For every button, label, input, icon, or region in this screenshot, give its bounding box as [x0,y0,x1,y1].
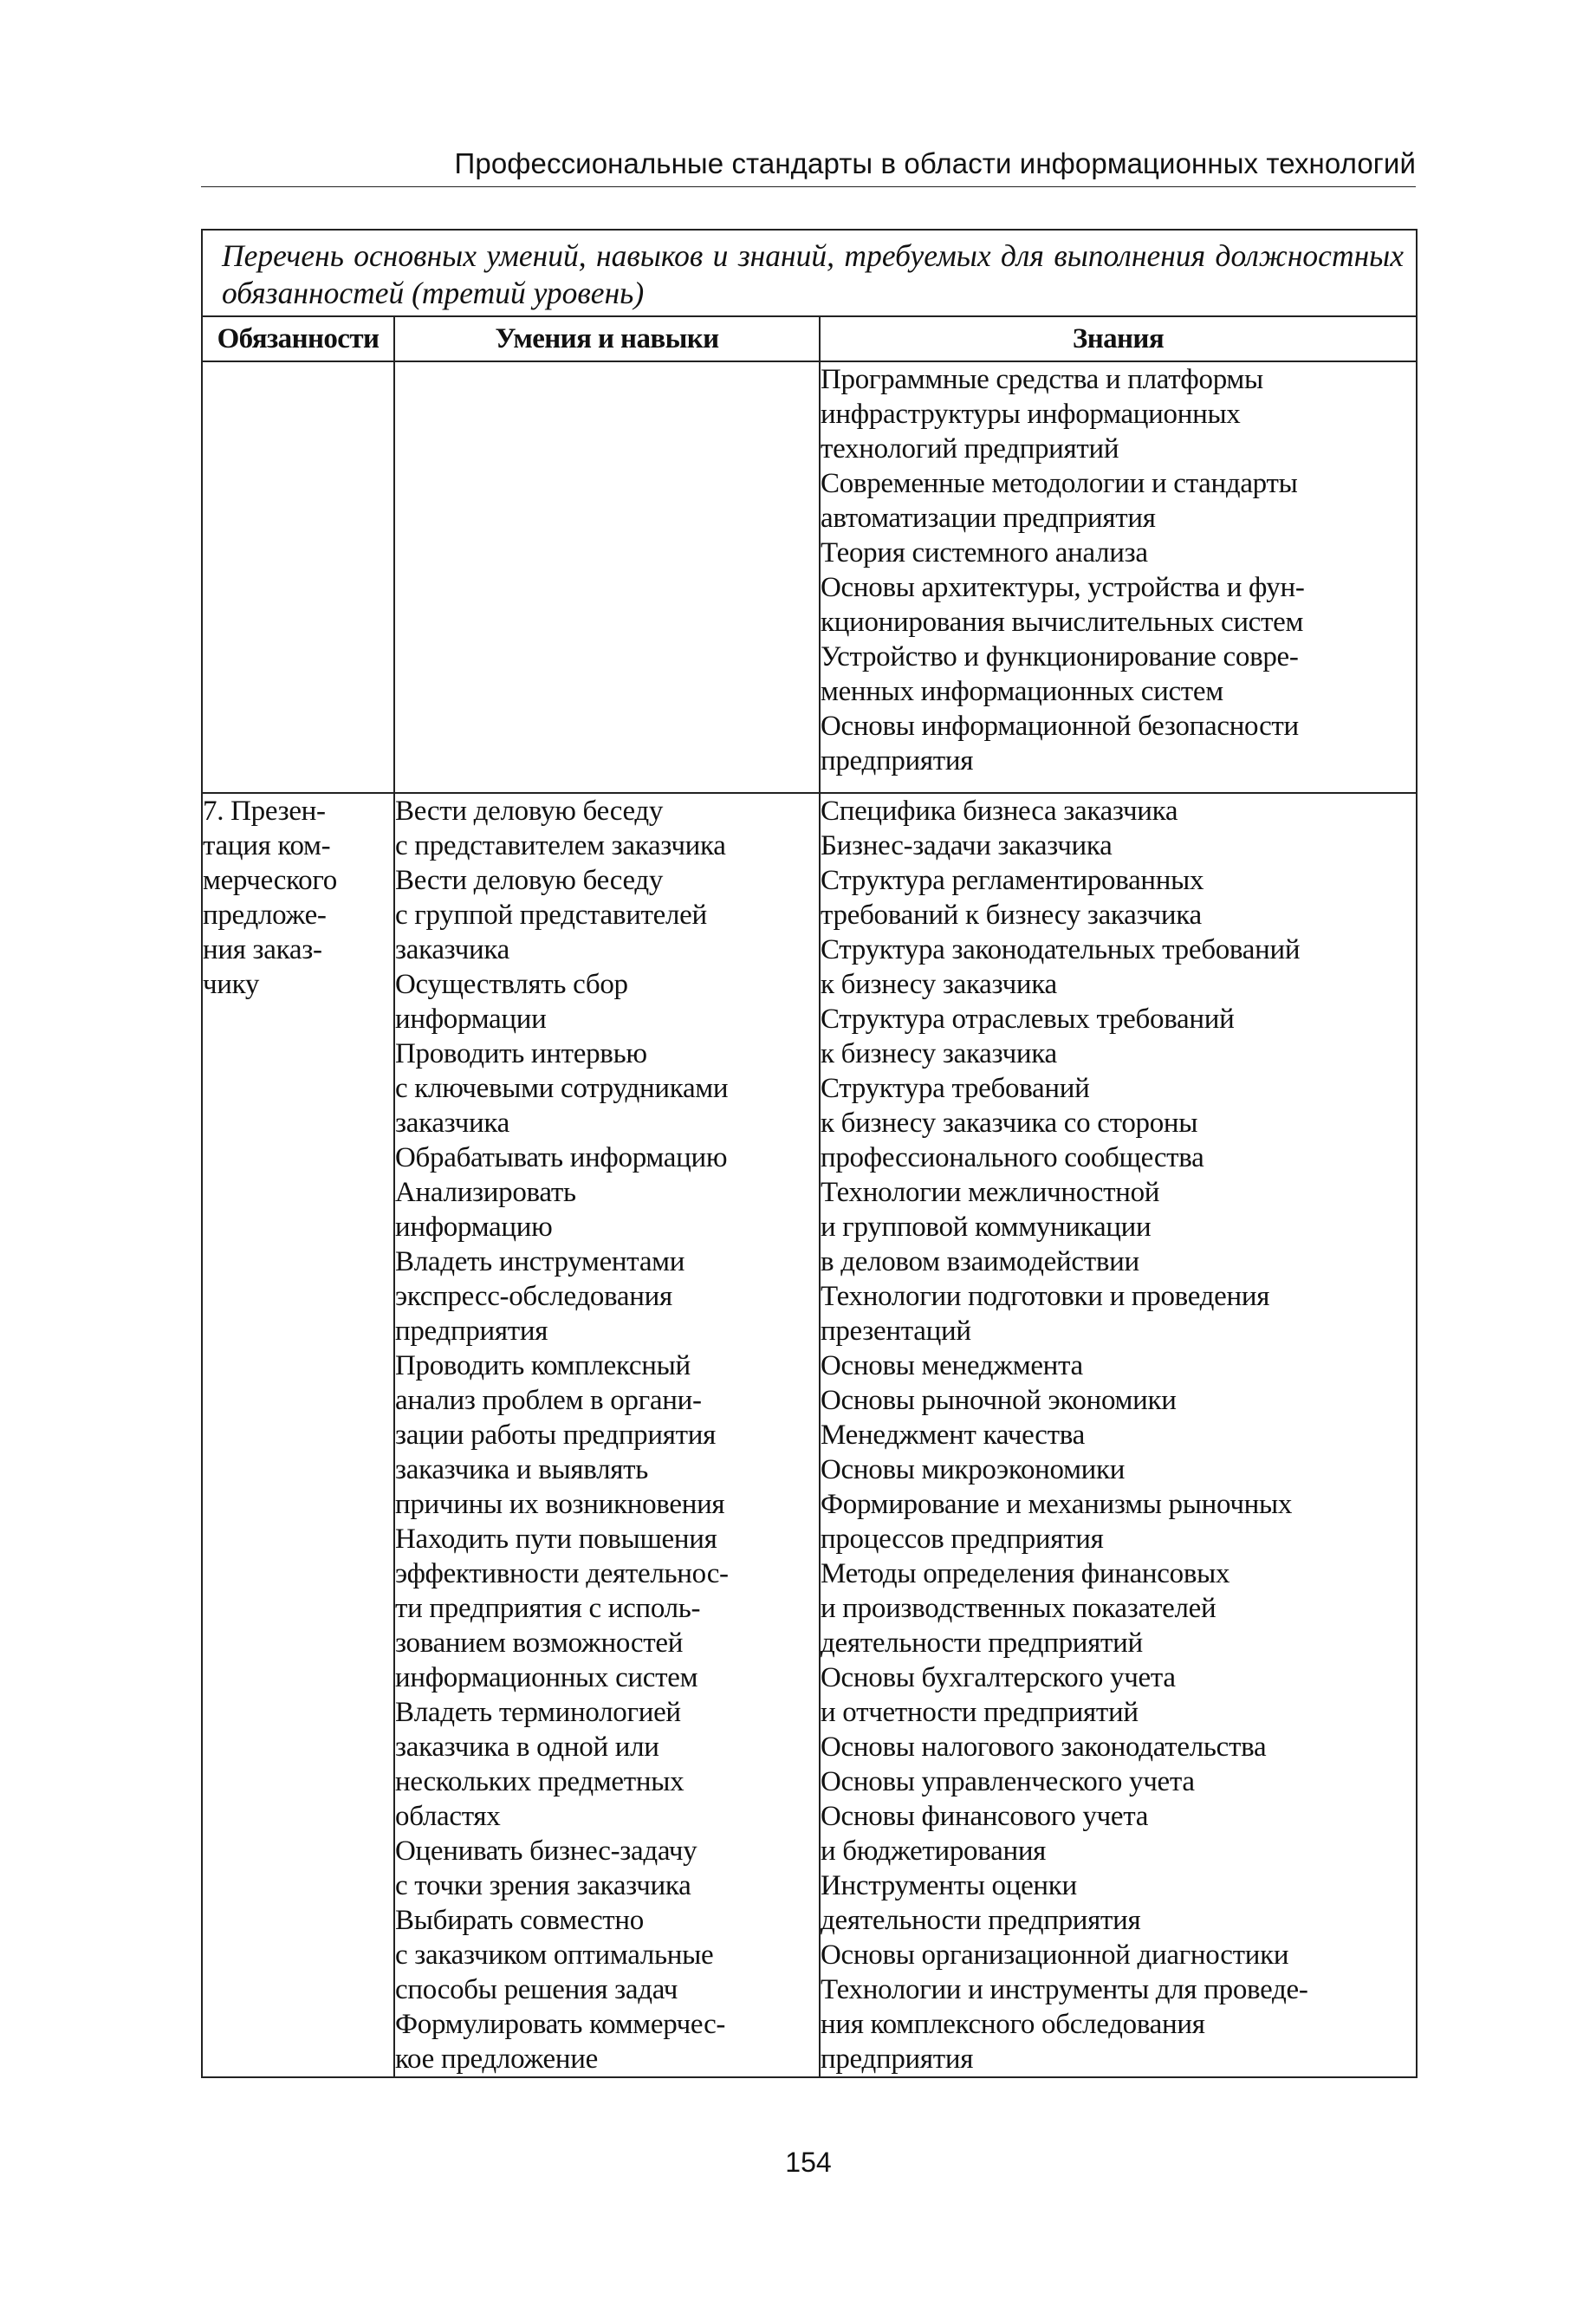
text-line: эффективности деятельнос- [395,1558,729,1589]
text-line: профессионального сообщества [821,1142,1204,1173]
text-line: Обрабатывать информацию [395,1142,728,1173]
text-line: деятельности предприятия [821,1905,1141,1936]
text-line: Выбирать совместно [395,1905,644,1936]
text-line: информацию [395,1212,553,1243]
text-line: к бизнесу заказчика [821,969,1057,1000]
text-line: зации работы предприятия [395,1420,716,1451]
skills-cell-empty [394,361,820,793]
text-line: и отчетности предприятий [821,1697,1139,1728]
text-line: Основы информационной безопасности [821,711,1299,742]
text-line: ния заказ- [203,934,322,965]
text-line: предложе- [203,900,327,931]
text-line: Современные методологии и стандарты [821,468,1298,499]
text-line: способы решения задач [395,1974,678,2005]
text-line: Основы налогового законодательства [821,1731,1267,1763]
skills-knowledge-table [201,229,1418,2078]
text-line: с заказчиком оптимальные [395,1939,714,1971]
text-line: Основы менеджмента [821,1350,1083,1381]
text-line: технологий предприятий [821,433,1119,465]
text-line: Технологии подготовки и проведения [821,1281,1270,1312]
text-line: Находить пути повышения [395,1524,717,1555]
skills-cell [394,793,820,2077]
text-line: причины их возникновения [395,1489,725,1520]
text-line: Основы финансового учета [821,1801,1149,1832]
text-line: заказчика [395,934,509,965]
text-line: с точки зрения заказчика [395,1870,691,1901]
text-line: нескольких предметных [395,1766,684,1797]
text-line: Инструменты оценки [821,1870,1077,1901]
text-line: Формирование и механизмы рыночных [821,1489,1293,1520]
text-line: требований к бизнесу заказчика [821,900,1202,931]
text-line: с ключевыми сотрудниками [395,1073,729,1104]
text-line: Основы архитектуры, устройства и фун- [821,572,1305,603]
text-line: Основы рыночной экономики [821,1385,1177,1416]
text-line: Проводить интервью [395,1038,647,1069]
text-line: Структура регламентированных [821,865,1204,896]
text-line: Методы определения финансовых [821,1558,1230,1589]
text-line: деятельности предприятий [821,1628,1143,1659]
text-line: Структура отраслевых требований [821,1004,1235,1035]
table-row [202,793,1417,2077]
text-line: информации [395,1004,547,1035]
caption-row [202,230,1417,316]
table-caption: Перечень основных умений, навыков и знаний, требуемых для выполнения должностных обязанностей (третий уровень) [202,230,1417,316]
text-line: Владеть инструментами [395,1246,685,1277]
text-line: к бизнесу заказчика со стороны [821,1108,1198,1139]
text-line: Владеть терминологией [395,1697,681,1728]
knowledge-cell [820,793,1417,2077]
text-line: ти предприятия с исполь- [395,1593,701,1624]
text-line: Структура законодательных требований [821,934,1301,965]
duty-cell-empty [202,361,394,793]
header-duties: Обязанности [202,316,394,361]
text-line: в деловом взаимодействии [821,1246,1139,1277]
duty-cell [202,793,394,2077]
text-line: зованием возможностей [395,1628,684,1659]
text-line: областях [395,1801,501,1832]
text-line: Технологии межличностной [821,1177,1160,1208]
text-line: процессов предприятия [821,1524,1104,1555]
header-row [202,316,1417,361]
text-line: инфраструктуры информационных [821,399,1241,430]
text-line: Основы бухгалтерского учета [821,1662,1176,1693]
running-head: Профессиональные стандарты в области информационных технологий [454,147,1416,179]
text-line: Программные средства и платформы [821,364,1263,395]
text-line: Технологии и инструменты для проведе- [821,1974,1308,2005]
text-line: 7. Презен- [203,796,326,827]
text-line: Вести деловую беседу [395,796,664,827]
text-line: Оценивать бизнес-задачу [395,1835,697,1867]
header-skills: Умения и навыки [394,316,820,361]
text-line: Теория системного анализа [821,537,1148,569]
page-number: 154 [785,2147,832,2178]
text-line: заказчика и выявлять [395,1454,649,1485]
text-line: ния комплексного обследования [821,2009,1205,2040]
text-line: заказчика [395,1108,509,1139]
text-line: Вести деловую беседу [395,865,664,896]
text-line: Осуществлять сбор [395,969,628,1000]
header-knowledge: Знания [820,316,1417,361]
text-line: Бизнес-задачи заказчика [821,830,1113,861]
text-line: менных информационных систем [821,676,1223,707]
text-line: и групповой коммуникации [821,1212,1152,1243]
text-line: кционирования вычислительных систем [821,607,1304,638]
text-line: Формулировать коммерчес- [395,2009,726,2040]
text-line: экспресс-обследования [395,1281,672,1312]
text-line: кое предложение [395,2043,598,2075]
text-line: Устройство и функционирование совре- [821,641,1299,672]
text-line: автоматизации предприятия [821,503,1156,534]
text-line: мерческого [203,865,337,896]
text-line: к бизнесу заказчика [821,1038,1057,1069]
text-line: Основы микроэкономики [821,1454,1126,1485]
table-row [202,361,1417,793]
text-line: Специфика бизнеса заказчика [821,796,1178,827]
header-rule [201,186,1416,187]
text-line: Проводить комплексный [395,1350,691,1381]
text-line: с группой представителей [395,900,707,931]
text-line: и производственных показателей [821,1593,1216,1624]
knowledge-cell [820,361,1417,793]
text-line: Основы организационной диагностики [821,1939,1289,1971]
text-line: Основы управленческого учета [821,1766,1195,1797]
text-line: с представителем заказчика [395,830,726,861]
text-line: предприятия [821,2043,974,2075]
text-line: предприятия [395,1316,548,1347]
text-line: заказчика в одной или [395,1731,659,1763]
text-line: Структура требований [821,1073,1090,1104]
text-line: анализ проблем в органи- [395,1385,702,1416]
text-line: чику [203,969,260,1000]
text-line: предприятия [821,745,974,776]
text-line: Менеджмент качества [821,1420,1085,1451]
text-line: информационных систем [395,1662,698,1693]
text-line: Анализировать [395,1177,576,1208]
text-line: тация ком- [203,830,331,861]
text-line: и бюджетирования [821,1835,1047,1867]
text-line: презентаций [821,1316,971,1347]
